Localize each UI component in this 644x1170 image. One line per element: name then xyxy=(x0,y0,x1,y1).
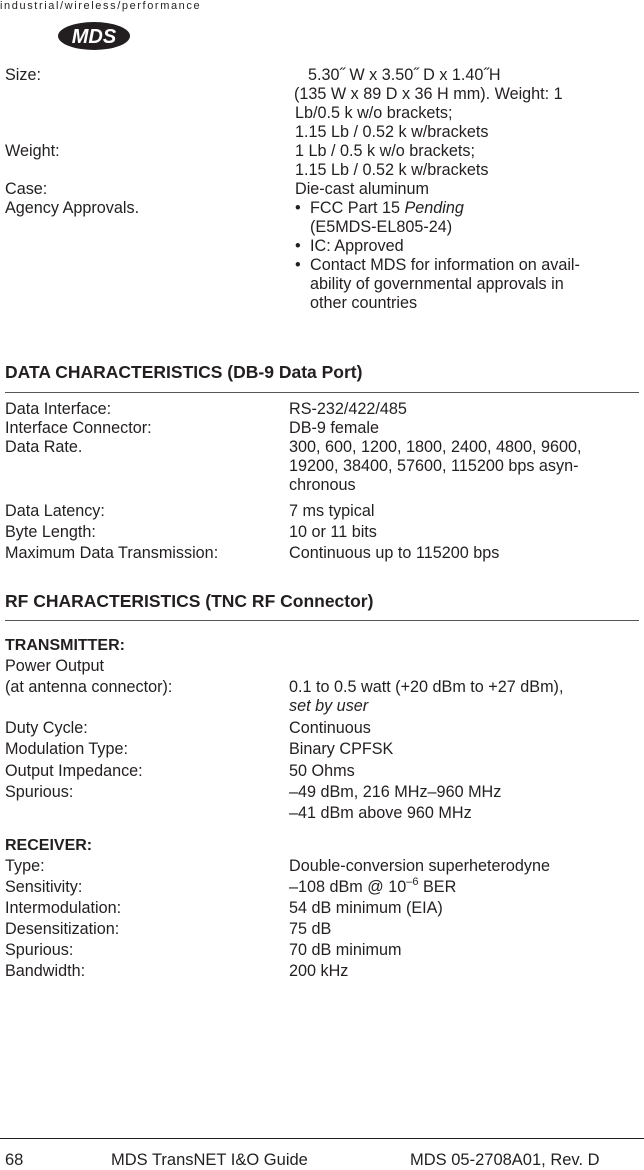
spec-value: 1.15 Lb / 0.52 k w/brackets xyxy=(295,123,489,141)
spec-value: 300, 600, 1200, 1800, 2400, 4800, 9600, xyxy=(289,438,582,456)
spec-label: Bandwidth: xyxy=(5,962,86,980)
bullet: • xyxy=(295,256,301,274)
spec-label: Spurious: xyxy=(5,941,74,959)
bullet: • xyxy=(295,237,301,255)
spec-label: Maximum Data Transmission: xyxy=(5,544,219,562)
spec-label: Agency Approvals. xyxy=(5,199,140,217)
spec-value: 10 or 11 bits xyxy=(289,523,377,541)
spec-value: ability of governmental approvals in xyxy=(310,275,564,293)
spec-label: Byte Length: xyxy=(5,523,96,541)
subheading-transmitter: TRANSMITTER: xyxy=(5,637,125,654)
spec-label: (at antenna connector): xyxy=(5,678,173,696)
section-title-rf: RF CHARACTERISTICS (TNC RF Connector) xyxy=(5,591,374,611)
spec-label: Spurious: xyxy=(5,783,74,801)
spec-value: Continuous xyxy=(289,719,371,737)
spec-value: 19200, 38400, 57600, 115200 bps asyn- xyxy=(289,457,579,475)
spec-value: 1.15 Lb / 0.52 k w/brackets xyxy=(295,161,489,179)
page-number: 68 xyxy=(5,1151,24,1169)
spec-label: Modulation Type: xyxy=(5,740,128,758)
spec-label: Data Latency: xyxy=(5,502,105,520)
brand-tagline: industrial/wireless/performance xyxy=(0,0,202,12)
spec-label: Case: xyxy=(5,180,48,198)
svg-text:MDS: MDS xyxy=(71,26,117,48)
subheading-receiver: RECEIVER: xyxy=(5,837,93,854)
spec-label: Data Interface: xyxy=(5,400,112,418)
spec-value: –49 dBm, 216 MHz–960 MHz xyxy=(289,783,502,801)
spec-label: Desensitization: xyxy=(5,920,120,938)
spec-value: Lb/0.5 k w/o brackets; xyxy=(295,104,453,122)
spec-value: 54 dB minimum (EIA) xyxy=(289,899,443,917)
spec-value: FCC Part 15 Pending xyxy=(310,199,464,217)
mds-logo xyxy=(57,20,131,52)
spec-value: –108 dBm @ $10^{-6}$ BER xyxy=(289,876,457,896)
spec-value: Double-conversion superheterodyne xyxy=(289,857,550,875)
spec-value: 200 kHz xyxy=(289,962,349,980)
section-rule xyxy=(5,392,639,393)
spec-label: Type: xyxy=(5,857,45,875)
spec-value: RS-232/422/485 xyxy=(289,400,407,418)
spec-label: Data Rate. xyxy=(5,438,83,456)
spec-label: Duty Cycle: xyxy=(5,719,88,737)
section-title-data: DATA CHARACTERISTICS (DB-9 Data Port) xyxy=(5,362,363,382)
spec-label: Output Impedance: xyxy=(5,762,143,780)
doc-number: MDS 05-2708A01, Rev. D xyxy=(410,1151,600,1169)
spec-label: Weight: xyxy=(5,142,60,160)
spec-value: –41 dBm above 960 MHz xyxy=(289,804,472,822)
footer-rule xyxy=(0,1138,644,1139)
spec-value: 75 dB xyxy=(289,920,332,938)
spec-value: (E5MDS-EL805-24) xyxy=(310,218,453,236)
spec-value: other countries xyxy=(310,294,418,312)
section-rule xyxy=(5,620,639,621)
spec-label: Power Output xyxy=(5,657,104,675)
spec-value: 0.1 to 0.5 watt (+20 dBm to +27 dBm), xyxy=(289,678,564,696)
spec-value: chronous xyxy=(289,476,356,494)
spec-value: 70 dB minimum xyxy=(289,941,402,959)
guide-title: MDS TransNET I&O Guide xyxy=(111,1151,308,1169)
spec-value: Continuous up to 115200 bps xyxy=(289,544,500,562)
spec-label: Sensitivity: xyxy=(5,878,83,896)
spec-label: Intermodulation: xyxy=(5,899,122,917)
spec-value: DB-9 female xyxy=(289,419,379,437)
spec-label: Interface Connector: xyxy=(5,419,152,437)
spec-value: Binary CPFSK xyxy=(289,740,394,758)
spec-value: (135 W x 89 D x 36 H mm). Weight: 1 xyxy=(294,85,563,103)
spec-value: 5.30˝ W x 3.50˝ D x 1.40˝H xyxy=(308,66,501,84)
spec-value: 7 ms typical xyxy=(289,502,375,520)
spec-value: Die-cast aluminum xyxy=(295,180,430,198)
spec-value: IC: Approved xyxy=(310,237,404,255)
spec-value: set by user xyxy=(289,697,369,715)
spec-value: Contact MDS for information on avail- xyxy=(310,256,580,274)
spec-value: 1 Lb / 0.5 k w/o brackets; xyxy=(295,142,475,160)
spec-label: Size: xyxy=(5,66,41,84)
spec-value: 50 Ohms xyxy=(289,762,355,780)
bullet: • xyxy=(295,199,301,217)
